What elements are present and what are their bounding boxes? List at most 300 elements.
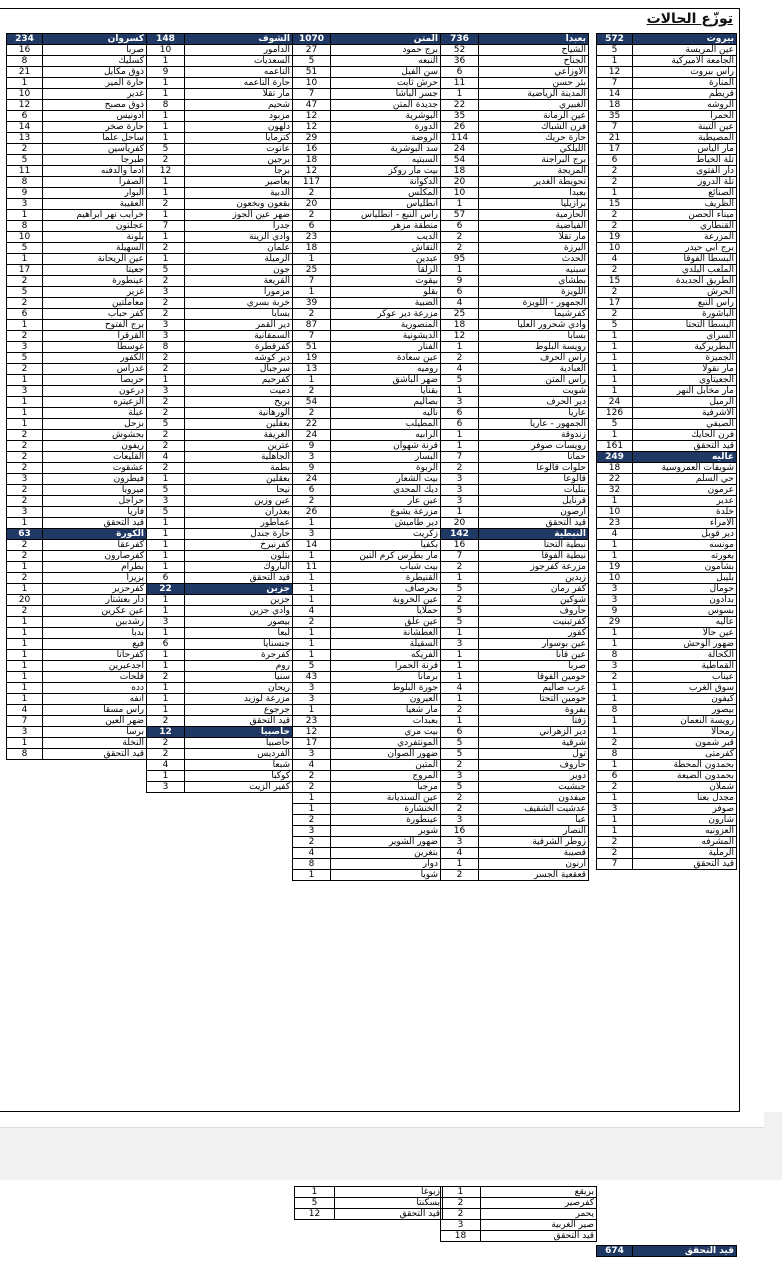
case-count: 7 — [441, 551, 479, 562]
case-count: 2 — [293, 815, 331, 826]
locality-name: بيت الشعار — [331, 474, 441, 485]
case-count: 2 — [7, 551, 43, 562]
locality-name: الليلكي — [479, 144, 589, 155]
case-count: 1 — [441, 265, 479, 276]
cases-table — [596, 33, 737, 870]
locality-name: روم — [185, 661, 293, 672]
locality-name: عين سعادة — [331, 353, 441, 364]
district-header-row — [7, 34, 147, 45]
case-count: 10 — [7, 89, 43, 100]
case-count: 35 — [597, 111, 633, 122]
case-count: 2 — [7, 144, 43, 155]
district-column — [6, 33, 147, 760]
locality-name: سن الفيل — [331, 67, 441, 78]
table-row — [441, 727, 589, 738]
table-row — [597, 188, 737, 199]
locality-name: عين المريسة — [633, 45, 737, 56]
locality-name: بسوس — [633, 606, 737, 617]
district-total: 572 — [597, 34, 633, 45]
case-count: 5 — [441, 738, 479, 749]
locality-name: يحمر — [481, 1209, 597, 1220]
table-row — [293, 672, 441, 683]
locality-name: الحمرا — [633, 111, 737, 122]
locality-name: صربا — [43, 45, 147, 56]
case-count: 6 — [441, 287, 479, 298]
table-row — [597, 309, 737, 320]
locality-name: مار بطرس كرم التين — [331, 551, 441, 562]
table-row — [597, 815, 737, 826]
locality-name: الصيفي — [633, 419, 737, 430]
case-count: 1 — [441, 342, 479, 353]
locality-name: حومال — [633, 584, 737, 595]
table-row — [147, 606, 293, 617]
case-count: 161 — [597, 441, 633, 452]
table-row — [295, 1209, 443, 1220]
table-row — [7, 683, 147, 694]
locality-name: الزعيتره — [43, 397, 147, 408]
case-count: 2 — [441, 1209, 481, 1220]
locality-name: بسكنتا — [335, 1198, 443, 1209]
locality-name: الصفرا — [43, 177, 147, 188]
case-count: 4 — [7, 705, 43, 716]
locality-name: المصيطبة — [633, 133, 737, 144]
table-row — [293, 837, 441, 848]
table-row — [441, 155, 589, 166]
locality-name: النقاش — [331, 243, 441, 254]
table-row — [147, 771, 293, 782]
locality-name: زكريت — [331, 529, 441, 540]
case-count: 1 — [597, 815, 633, 826]
case-count: 2 — [293, 210, 331, 221]
table-row — [7, 89, 147, 100]
case-count: 3 — [7, 474, 43, 485]
table-row — [7, 474, 147, 485]
table-row — [7, 661, 147, 672]
case-count: 4 — [147, 760, 185, 771]
locality-name: زندوقة — [479, 430, 589, 441]
locality-name: حارة صخر — [43, 122, 147, 133]
case-count: 1 — [597, 793, 633, 804]
table-row — [147, 782, 293, 793]
locality-name: دير طاميش — [331, 518, 441, 529]
locality-name: حمانا — [479, 452, 589, 463]
table-row — [597, 540, 737, 551]
case-count: 1 — [597, 639, 633, 650]
case-count: 8 — [7, 749, 43, 760]
table-row — [441, 496, 589, 507]
table-row — [147, 298, 293, 309]
locality-name: جدرا — [185, 221, 293, 232]
table-row — [441, 375, 589, 386]
table-row — [147, 518, 293, 529]
locality-name: حومين التحتا — [479, 694, 589, 705]
case-count: 2 — [147, 353, 185, 364]
table-row — [7, 287, 147, 298]
table-row — [441, 67, 589, 78]
case-count: 12 — [295, 1209, 335, 1220]
case-count: 2 — [147, 364, 185, 375]
locality-name: تحويطة الغدير — [479, 177, 589, 188]
case-count: 2 — [147, 716, 185, 727]
locality-name: ساحل علما — [43, 133, 147, 144]
case-count: 18 — [441, 166, 479, 177]
table-row — [597, 353, 737, 364]
district-header-row — [293, 34, 441, 45]
case-count: 114 — [441, 133, 479, 144]
table-row — [7, 133, 147, 144]
table-row — [597, 727, 737, 738]
table-row — [597, 474, 737, 485]
table-row — [7, 507, 147, 518]
locality-name: كفرمتى — [633, 749, 737, 760]
table-row — [597, 397, 737, 408]
locality-name: قبر شمون — [633, 738, 737, 749]
table-row — [147, 221, 293, 232]
locality-name: فيع — [43, 639, 147, 650]
case-count: 3 — [147, 287, 185, 298]
case-count: 1 — [147, 188, 185, 199]
locality-name: قيد التحقق — [43, 749, 147, 760]
table-row — [7, 617, 147, 628]
locality-name: بلونة — [43, 232, 147, 243]
table-row — [441, 661, 589, 672]
locality-name: الباروك — [185, 562, 293, 573]
case-count: 1 — [7, 650, 43, 661]
locality-name: القرقرا — [43, 331, 147, 342]
table-row — [441, 562, 589, 573]
locality-name: بتغرين — [331, 848, 441, 859]
table-row — [293, 144, 441, 155]
case-count: 1 — [147, 628, 185, 639]
table-row — [147, 155, 293, 166]
locality-name: حرش ثابت — [331, 78, 441, 89]
locality-name: ديك المحدي — [331, 485, 441, 496]
table-row — [441, 705, 589, 716]
table-row — [597, 738, 737, 749]
table-row — [441, 1187, 597, 1198]
distribution-sheet — [0, 8, 740, 1112]
locality-name: بقلو — [331, 287, 441, 298]
case-count: 3 — [293, 529, 331, 540]
case-count: 22 — [441, 100, 479, 111]
locality-name: بتلون — [185, 551, 293, 562]
table-row — [147, 749, 293, 760]
case-count: 3 — [441, 771, 479, 782]
case-count: 10 — [7, 232, 43, 243]
case-count: 2 — [147, 463, 185, 474]
case-count: 9 — [147, 67, 185, 78]
table-row — [597, 430, 737, 441]
page-gap-card — [0, 1112, 764, 1128]
case-count: 1 — [597, 375, 633, 386]
table-row — [441, 133, 589, 144]
table-row — [7, 639, 147, 650]
table-row — [597, 67, 737, 78]
locality-name: الناعمه — [185, 67, 293, 78]
table-row — [293, 419, 441, 430]
case-count: 18 — [597, 100, 633, 111]
locality-name: غزير — [43, 287, 147, 298]
locality-name: عينطورة — [43, 276, 147, 287]
locality-name: عبا — [479, 815, 589, 826]
table-row — [441, 683, 589, 694]
table-row — [7, 727, 147, 738]
case-count: 1 — [147, 683, 185, 694]
case-count: 5 — [147, 419, 185, 430]
locality-name: بحمدون المحطة — [633, 760, 737, 771]
case-count: 2 — [7, 496, 43, 507]
case-count: 22 — [293, 419, 331, 430]
table-row — [147, 551, 293, 562]
case-count: 7 — [293, 276, 331, 287]
case-count: 14 — [293, 540, 331, 551]
table-row — [147, 100, 293, 111]
table-row — [597, 573, 737, 584]
table-row — [293, 518, 441, 529]
district-total: 249 — [597, 452, 633, 463]
locality-name: الخنشارة — [331, 804, 441, 815]
locality-name: حارة جندل — [185, 529, 293, 540]
locality-name: البطريركية — [633, 342, 737, 353]
table-row — [293, 551, 441, 562]
case-count: 1 — [7, 738, 43, 749]
table-row — [441, 276, 589, 287]
locality-name: صربا — [479, 661, 589, 672]
locality-name: مرجبا — [331, 782, 441, 793]
case-count: 1 — [597, 551, 633, 562]
table-row — [293, 364, 441, 375]
case-count: 2 — [7, 298, 43, 309]
case-count: 9 — [441, 276, 479, 287]
locality-name: شحيم — [185, 100, 293, 111]
locality-name: المطيلب — [331, 419, 441, 430]
case-count: 12 — [147, 166, 185, 177]
case-count: 5 — [441, 782, 479, 793]
locality-name: الملعب البلدي — [633, 265, 737, 276]
locality-name: سبنيه — [479, 265, 589, 276]
locality-name: الظريف — [633, 199, 737, 210]
case-count: 95 — [441, 254, 479, 265]
locality-name: السهيلة — [43, 243, 147, 254]
locality-name: راس بيروت — [633, 67, 737, 78]
case-count: 20 — [441, 518, 479, 529]
locality-name: الامراء — [633, 518, 737, 529]
locality-name: النبعه — [331, 56, 441, 67]
case-count: 3 — [7, 507, 43, 518]
case-count: 1 — [147, 177, 185, 188]
case-count: 2 — [7, 452, 43, 463]
case-count: 1 — [597, 540, 633, 551]
table-row — [293, 771, 441, 782]
case-count: 3 — [441, 474, 479, 485]
table-row — [597, 375, 737, 386]
table-row — [597, 56, 737, 67]
case-count: 2 — [441, 243, 479, 254]
locality-name: ذوق مكايل — [43, 67, 147, 78]
locality-name: بشامون — [633, 562, 737, 573]
case-count: 1 — [147, 89, 185, 100]
locality-name: خرايب نهر ابراهيم — [43, 210, 147, 221]
table-row — [147, 639, 293, 650]
case-count: 11 — [441, 78, 479, 89]
table-row — [147, 452, 293, 463]
table-row — [293, 727, 441, 738]
case-count: 1 — [7, 375, 43, 386]
locality-name: نبطية التحتا — [479, 540, 589, 551]
table-row — [441, 309, 589, 320]
locality-name: المونتفردي — [331, 738, 441, 749]
table-row — [597, 529, 737, 540]
case-count: 57 — [441, 210, 479, 221]
table-row — [293, 188, 441, 199]
locality-name: بطرام — [43, 562, 147, 573]
locality-name: مزرعة كفرجوز — [479, 562, 589, 573]
locality-name: الزلقا — [331, 265, 441, 276]
table-row — [597, 793, 737, 804]
case-count: 43 — [293, 672, 331, 683]
table-row — [441, 507, 589, 518]
locality-name: الباشورة — [633, 309, 737, 320]
case-count: 1 — [293, 518, 331, 529]
table-row — [293, 45, 441, 56]
case-count: 1 — [597, 386, 633, 397]
locality-name: ميفدون — [479, 793, 589, 804]
table-row — [147, 496, 293, 507]
locality-name: فاريا — [43, 507, 147, 518]
case-count: 19 — [293, 353, 331, 364]
locality-name: قرنة الحمرا — [331, 661, 441, 672]
case-count: 3 — [441, 639, 479, 650]
total-label: قيد التحقق — [633, 1246, 737, 1257]
locality-name: القماطية — [633, 661, 737, 672]
case-count: 6 — [597, 771, 633, 782]
case-count: 1 — [597, 716, 633, 727]
table-row — [147, 507, 293, 518]
case-count: 1 — [7, 210, 43, 221]
case-count: 2 — [7, 606, 43, 617]
table-row — [597, 331, 737, 342]
case-count: 2 — [147, 672, 185, 683]
table-row — [147, 243, 293, 254]
table-row — [7, 595, 147, 606]
case-count: 3 — [293, 826, 331, 837]
locality-name: مار الياس — [633, 144, 737, 155]
table-row — [7, 452, 147, 463]
locality-name: مار مخايل النهر — [633, 386, 737, 397]
locality-name: مجدل بعنا — [633, 793, 737, 804]
locality-name: كفور — [479, 628, 589, 639]
locality-name: شويا — [331, 870, 441, 881]
district-column — [146, 33, 293, 793]
locality-name: الكفور — [43, 353, 147, 364]
locality-name: سرجبال — [185, 364, 293, 375]
case-count: 3 — [597, 661, 633, 672]
table-row — [7, 408, 147, 419]
table-row — [597, 155, 737, 166]
case-count: 1 — [147, 529, 185, 540]
table-row — [293, 210, 441, 221]
table-row — [293, 265, 441, 276]
case-count: 2 — [7, 573, 43, 584]
case-count: 39 — [293, 298, 331, 309]
district-total: 1070 — [293, 34, 331, 45]
table-row — [597, 265, 737, 276]
case-count: 8 — [597, 650, 633, 661]
case-count: 12 — [597, 67, 633, 78]
case-count: 12 — [441, 331, 479, 342]
table-row — [597, 672, 737, 683]
locality-name: راس النبع - أنطلياس — [331, 210, 441, 221]
locality-name: ضهور الوحش — [633, 639, 737, 650]
cases-table — [440, 33, 589, 881]
locality-name: تلة الخياط — [633, 155, 737, 166]
table-row — [293, 67, 441, 78]
case-count: 2 — [597, 221, 633, 232]
table-row — [7, 573, 147, 584]
case-count: 2 — [293, 771, 331, 782]
table-row — [7, 628, 147, 639]
table-row — [293, 397, 441, 408]
case-count: 6 — [293, 221, 331, 232]
case-count: 12 — [293, 122, 331, 133]
table-row — [597, 496, 737, 507]
case-count: 9 — [293, 441, 331, 452]
locality-name: سوق الغرب — [633, 683, 737, 694]
table-row — [147, 320, 293, 331]
locality-name: النصار — [479, 826, 589, 837]
locality-name: كترمايا — [185, 133, 293, 144]
case-count: 12 — [293, 111, 331, 122]
case-count: 17 — [7, 265, 43, 276]
case-count: 26 — [441, 122, 479, 133]
case-count: 1 — [441, 507, 479, 518]
case-count: 8 — [597, 749, 633, 760]
locality-name: عدير — [633, 496, 737, 507]
case-count: 12 — [7, 100, 43, 111]
table-row — [293, 573, 441, 584]
locality-name: بدبا — [43, 628, 147, 639]
table-row — [441, 364, 589, 375]
table-row — [293, 870, 441, 881]
case-count: 1 — [441, 430, 479, 441]
table-row — [441, 397, 589, 408]
table-row — [441, 144, 589, 155]
table-row — [293, 804, 441, 815]
locality-name: أدما والدفنه — [43, 166, 147, 177]
table-row — [7, 276, 147, 287]
case-count: 1 — [7, 639, 43, 650]
table-row — [597, 287, 737, 298]
locality-name: كفير الزيت — [185, 782, 293, 793]
table-row — [147, 254, 293, 265]
locality-name: الدورة — [331, 122, 441, 133]
case-count: 8 — [147, 342, 185, 353]
locality-name: الحرش — [633, 287, 737, 298]
locality-name: ريفون — [43, 441, 147, 452]
locality-name: مزبود — [185, 111, 293, 122]
case-count: 4 — [293, 848, 331, 859]
locality-name: برج أبي حيدر — [633, 243, 737, 254]
table-row — [441, 760, 589, 771]
locality-name: انطلياس — [331, 199, 441, 210]
locality-name: المشرفه — [633, 837, 737, 848]
locality-name: صوفر — [633, 804, 737, 815]
table-row — [7, 67, 147, 78]
locality-name: كفرنبرخ — [185, 540, 293, 551]
case-count: 4 — [597, 529, 633, 540]
locality-name: فيطرون — [43, 474, 147, 485]
table-row — [597, 320, 737, 331]
